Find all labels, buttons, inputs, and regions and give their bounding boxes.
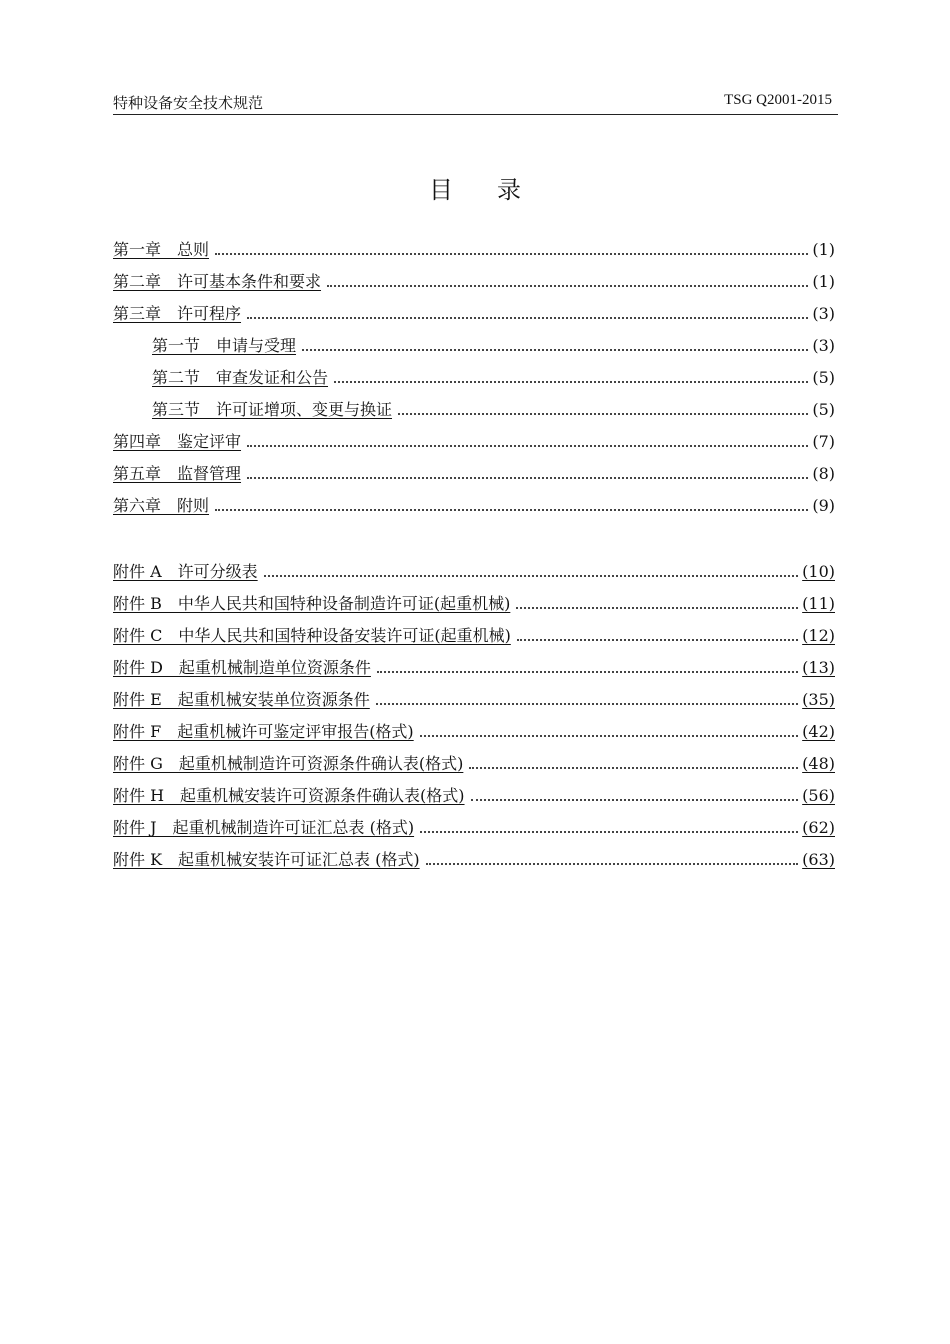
toc-section-entry[interactable] xyxy=(152,396,835,420)
toc-chapter-entry-page-number[interactable]: (8) xyxy=(812,464,835,483)
dot-leader xyxy=(376,703,798,705)
toc-appendix-entry-page-number[interactable]: (10) xyxy=(802,562,835,581)
toc-appendix-entry-page-number[interactable]: (11) xyxy=(802,594,835,613)
toc-appendix-entry-label[interactable]: 附件 E 起重机械安装单位资源条件 xyxy=(113,690,370,709)
toc-appendix-entry-label[interactable]: 附件 H 起重机械安装许可资源条件确认表(格式) xyxy=(113,786,465,805)
toc-section-entry[interactable] xyxy=(152,332,835,356)
toc-appendix-entry-page-number[interactable]: (48) xyxy=(802,754,835,773)
toc-chapter-entry[interactable] xyxy=(113,300,835,324)
page-title: 目录 xyxy=(429,176,565,204)
dot-leader xyxy=(247,445,808,447)
toc-appendix-entry[interactable] xyxy=(113,622,835,646)
toc-chapter-entry-label[interactable]: 第五章 监督管理 xyxy=(113,464,242,483)
toc-chapter-entry[interactable] xyxy=(113,460,835,484)
toc-appendix-entry[interactable] xyxy=(113,590,835,614)
dot-leader xyxy=(302,349,808,351)
dot-leader xyxy=(215,253,808,255)
dot-leader xyxy=(420,735,798,737)
page-header xyxy=(113,90,838,115)
toc-chapter-entry[interactable] xyxy=(113,268,835,292)
toc-section-entry-label[interactable]: 第三节 许可证增项、变更与换证 xyxy=(152,400,393,419)
toc-chapter-entry-label[interactable]: 第六章 附则 xyxy=(113,496,210,515)
dot-leader xyxy=(377,671,798,673)
toc-appendix-entry-label[interactable]: 附件 B 中华人民共和国特种设备制造许可证(起重机械) xyxy=(113,594,511,613)
toc-chapter-entry-label[interactable]: 第三章 许可程序 xyxy=(113,304,242,323)
toc-appendix-entry-page-number[interactable]: (62) xyxy=(802,818,835,837)
toc-chapter-entry-page-number[interactable]: (9) xyxy=(812,496,835,515)
toc-section-entry-page-number[interactable]: (5) xyxy=(812,400,835,419)
toc-appendix-entry[interactable] xyxy=(113,718,835,742)
toc-appendix-entry-page-number[interactable]: (42) xyxy=(802,722,835,741)
toc-chapter-entry[interactable] xyxy=(113,236,835,260)
toc-section-entry[interactable] xyxy=(152,364,835,388)
toc-chapter-entry-page-number[interactable]: (1) xyxy=(812,240,835,259)
toc-chapter-entry[interactable] xyxy=(113,428,835,452)
dot-leader xyxy=(247,477,808,479)
toc-appendix-entry-label[interactable]: 附件 A 许可分级表 xyxy=(113,562,258,581)
dot-leader xyxy=(517,639,798,641)
toc-appendix-entry[interactable] xyxy=(113,846,835,870)
toc-chapter-entry-page-number[interactable]: (7) xyxy=(812,432,835,451)
toc-appendix-entry[interactable] xyxy=(113,686,835,710)
header-document-series: 特种设备安全技术规范 xyxy=(113,94,264,112)
dot-leader xyxy=(327,285,808,287)
dot-leader xyxy=(420,831,798,833)
toc-appendix-entry-label[interactable]: 附件 K 起重机械安装许可证汇总表 (格式) xyxy=(113,850,420,869)
toc-appendix-entry-label[interactable]: 附件 C 中华人民共和国特种设备安装许可证(起重机械) xyxy=(113,626,511,645)
dot-leader xyxy=(334,381,808,383)
dot-leader xyxy=(426,863,799,865)
toc-chapter-entry-page-number[interactable]: (3) xyxy=(812,304,835,323)
toc-section-entry-page-number[interactable]: (3) xyxy=(812,336,835,355)
toc-appendix-entry-page-number[interactable]: (13) xyxy=(802,658,835,677)
dot-leader xyxy=(264,575,799,577)
toc-appendix-entry[interactable] xyxy=(113,654,835,678)
toc-appendix-entry-page-number[interactable]: (56) xyxy=(802,786,835,805)
dot-leader xyxy=(398,413,808,415)
dot-leader xyxy=(215,509,808,511)
toc-appendix-entry-label[interactable]: 附件 J 起重机械制造许可证汇总表 (格式) xyxy=(113,818,415,837)
dot-leader xyxy=(247,317,808,319)
dot-leader xyxy=(471,799,799,801)
toc-appendix-entry-label[interactable]: 附件 G 起重机械制造许可资源条件确认表(格式) xyxy=(113,754,464,773)
toc-chapter-entry-label[interactable]: 第二章 许可基本条件和要求 xyxy=(113,272,322,291)
toc-appendix-entry[interactable] xyxy=(113,782,835,806)
toc-appendix-entry[interactable] xyxy=(113,558,835,582)
toc-appendix-entry-page-number[interactable]: (63) xyxy=(802,850,835,869)
toc-appendix-entry-label[interactable]: 附件 F 起重机械许可鉴定评审报告(格式) xyxy=(113,722,414,741)
toc-appendix-entry[interactable] xyxy=(113,750,835,774)
toc-section-entry-label[interactable]: 第一节 申请与受理 xyxy=(152,336,297,355)
toc-section-entry-page-number[interactable]: (5) xyxy=(812,368,835,387)
dot-leader xyxy=(516,607,798,609)
toc-appendix-entry-page-number[interactable]: (12) xyxy=(802,626,835,645)
toc-chapter-entry-label[interactable]: 第四章 鉴定评审 xyxy=(113,432,242,451)
toc-appendix-entry[interactable] xyxy=(113,814,835,838)
toc-appendix-entry-page-number[interactable]: (35) xyxy=(802,690,835,709)
toc-chapter-entry[interactable] xyxy=(113,492,835,516)
toc-section-entry-label[interactable]: 第二节 审查发证和公告 xyxy=(152,368,329,387)
toc-chapter-entry-label[interactable]: 第一章 总则 xyxy=(113,240,210,259)
toc-appendix-entry-label[interactable]: 附件 D 起重机械制造单位资源条件 xyxy=(113,658,371,677)
toc-chapter-entry-page-number[interactable]: (1) xyxy=(812,272,835,291)
header-document-code: TSG Q2001-2015 xyxy=(724,92,832,108)
dot-leader xyxy=(469,767,798,769)
